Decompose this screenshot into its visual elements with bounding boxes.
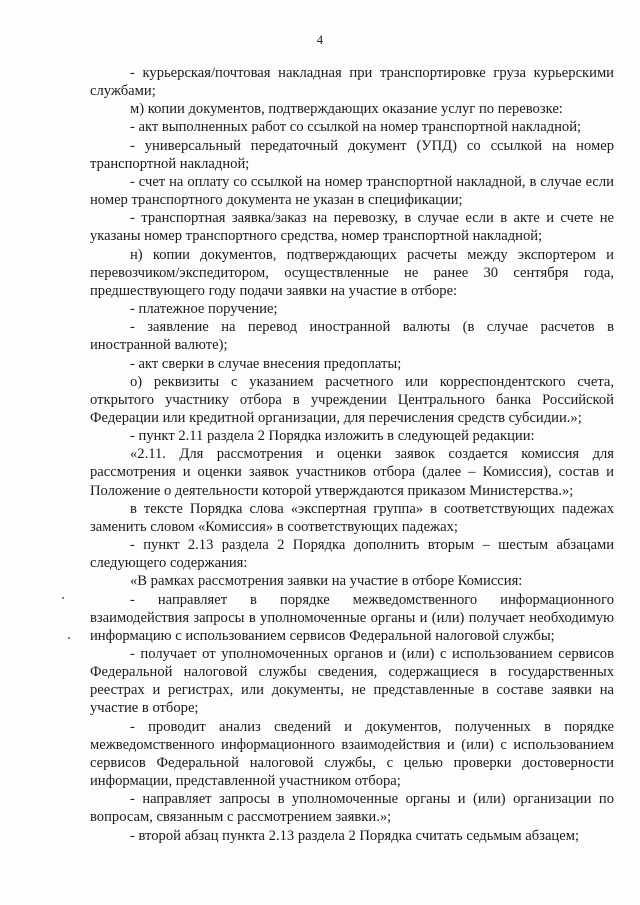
paragraph: - акт выполненных работ со ссылкой на номер транспортной накладной; xyxy=(130,119,582,136)
paragraph: - пункт 2.11 раздела 2 Порядка изложить в следующей редакции: xyxy=(130,428,535,445)
paragraph: «2.11. Для рассмотрения и оценки заявок создается комиссия для рассмотрения и оценки заявок участников отбора (далее – Комиссия), состав и Положение о деятельности которой утверждаются приказом Министерства.»; xyxy=(90,446,614,499)
paragraph: в тексте Порядка слова «экспертная группа» в соответствующих падежах заменить словом «Комиссия» в соответствующих падежах; xyxy=(90,500,614,535)
paragraph: - курьерская/почтовая накладная при транспортировке груза курьерскими службами; xyxy=(90,65,614,100)
paragraph: - второй абзац пункта 2.13 раздела 2 Порядка считать седьмым абзацем; xyxy=(130,827,579,844)
paragraph: - проводит анализ сведений и документов, полученных в порядке межведомственного информационного взаимодействия и (или) с использованием сервисов Федеральной налоговой службы, с целью проверки достоверности информации, представленной участником отбора; xyxy=(90,718,614,790)
paragraph: - акт сверки в случае внесения предоплаты; xyxy=(130,355,402,372)
paragraph: - универсальный передаточный документ (УПД) со ссылкой на номер транспортной накладной; xyxy=(90,137,614,172)
paragraph: - пункт 2.13 раздела 2 Порядка дополнить вторым – шестым абзацами следующего содержания: xyxy=(90,537,614,572)
paragraph: н) копии документов, подтверждающих расчеты между экспортером и перевозчиком/экспедитором, осуществленные не ранее 30 сентября года, предшествующего году подачи заявки на участие в отборе: xyxy=(90,246,614,299)
paragraph: - заявление на перевод иностранной валюты (в случае расчетов в иностранной валюте); xyxy=(90,319,614,354)
paragraph: - счет на оплату со ссылкой на номер транспортной накладной, в случае если номер транспортного документа не указан в спецификации; xyxy=(90,173,614,209)
paragraph: о) реквизиты с указанием расчетного или корреспондентского счета, открытого участнику отбора в учреждении Центрального банка Российской Федерации или кредитной организации, для перечисления средств субсидии.»; xyxy=(90,373,614,426)
page-number: 4 xyxy=(316,33,324,47)
paragraph: - платежное поручение; xyxy=(130,301,278,318)
paragraph: «В рамках рассмотрения заявки на участие в отборе Комиссия: xyxy=(130,573,523,590)
paragraph: - направляет в порядке межведомственного информационного взаимодействия запросы в уполномоченные органы и (или) получает необходимую информацию с использованием сервисов Федеральной налоговой службы; xyxy=(90,591,614,644)
paragraph: м) копии документов, подтверждающих оказание услуг по перевозке: xyxy=(130,101,563,118)
paragraph: - направляет запросы в уполномоченные органы и (или) организации по вопросам, связанным с рассмотрением заявки.»; xyxy=(90,791,614,826)
paragraph: - получает от уполномоченных органов и (или) с использованием сервисов Федеральной налоговой службы сведения, содержащиеся в государственных реестрах и регистрах, или документы, не представленные в составе заявки на участие в отборе; xyxy=(90,646,614,717)
scan-speck xyxy=(62,597,64,599)
scan-speck xyxy=(68,637,70,639)
paragraph: - транспортная заявка/заказ на перевозку, в случае если в акте и счете не указаны номер транспортного средства, номер транспортной накладной; xyxy=(90,210,614,245)
document-body xyxy=(90,64,614,845)
